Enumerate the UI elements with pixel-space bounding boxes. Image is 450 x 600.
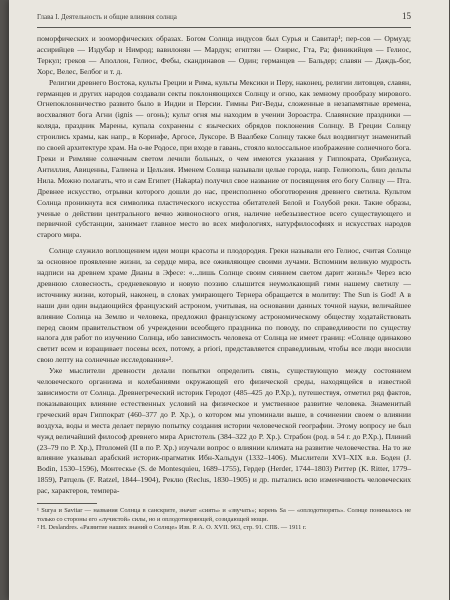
paragraph-2: Религии древнего Востока, культы Греции и Рима, культы Мексики и Перу, наконец, религии литовцев, славян, германцев и других народов создавали секты поклоняющихся Солнцу и огню, как земному прообразу мирового. Огнепоклонничество развито было в Индии и Персии. Гимны Риг-Веды, сложенные в незапамятные времена, восхваляют бога Агни (ignis — огонь); культ огня мы находим в учении Зороастра. Славянские праздники — коляда, праздник Марены, купала сохранены с языческих обрядов поклонения Солнцу. В Греции Солнцу строились храмы, как напр., в Коринфе, Аргосе, Луксоре. В Ваалбеке Солнцу также был воздвигнут знаменитый по своей архитектуре храм. На о-ве Родосе, при входе в гавань, стояло колоссальное изображение солнечного бога. Греки и Римляне солнечным светом лечили больных, о чем имеются указания у Гиппократа, Орибазиуса, Антиллия, Авиценны, Галиена и Цельзия. Именем Солнца называли целые города, напр. Гелиополь, близ дельты Нила. Можно полагать, что и сам Египет (Hakapta) получил свое название от посвящения его богу Солнцу — Пта. Древнее искусство, отрывки которого дошли до нас, преисполнено обоготворения древнего светила. Культом Солнца проникнута вся символика пластического искусства обитателей Белой и Голубой реки. Такие образы, ученые о действии центрального вечно живоносного огня, наличие небезызвестное всего существующего и первичной субстанции, занимает главное место во всех мифологиях, натурфилософиях и искусствах народов старого мира. <box>37 77 411 240</box>
page-number: 15 <box>402 11 411 21</box>
running-header <box>37 11 411 28</box>
paragraph-1: поморфических и зооморфических образах. Богом Солнца индусов был Сурья и Савитар¹; пер-сов — Ормузд; ассирийцев — Издубар и Нимрод; вавилонян — Мардук; египтян — Озирис, Гта, Ра; финикийцев — Гелиос, Теркул; греков — Аполлон, Гелиос, Фебы, скандинавов — Один; германцев — Бальдер; славян — Даждь-бог, Хорс, Велес, Белбог и т. д. <box>37 34 411 76</box>
footnotes <box>37 507 411 533</box>
footnote-divider <box>37 503 97 504</box>
footnote-1: ¹ Surya и Savitar — названия Солнца в санскрите, значат «сиять» и «звучать»; корень Sa — «оплодотворять». Солнце понималось не только со стороны его «лучистой» силы, но и оплодотворяющей, созидающей мощи. <box>37 507 411 523</box>
footnote-2: ² H. Deslandres. «Развитие наших знаний о Солнце» Изв. Р. А. О. XVII. 963, стр. 91. СПБ. — 1911 г. <box>37 524 307 532</box>
paragraph-3: Солнце служило воплощением идеи мощи красоты и плодородия. Греки называли его Гелиос, считая Солнце за основное проявление жизни, за сердце мира, все оживляющее своими лучами. Вспомним великую мудрость надписи на древнем храме Дианы в Эфесе: «...лишь Солнце своим сиянием светом дарит жизнь!» Через всю древнюю словесность, средневековую и новую поэзию слышится неумолкающий гимн нашему светилу — источнику жизни, который, наконец, в словах умирающего Тернера обращается в молитву: The Sun is God! А в наши дни один выдающийся французский астроном, учитывая, на основании данных точной науки, величайшее влияние Солнца на Землю и человека, предложил французскому астрономическому обществу ходатайствовать перед своим правительством об учреждении всеобщего праздника по поводу, по справедливости по существу налога для работ по изучению Солнца, ибо зависимость человека от Солнца не имеет границ: «Солнце одинаково светит всем и взращивает посевы всех, потому, a priori, представляется справедливым, чтобы все люди вносили свою лепту на солнечные исследования»². <box>37 246 411 365</box>
page-body <box>37 34 411 533</box>
book-page <box>9 0 449 600</box>
chapter-title: Глава I. Деятельность и общие влияния солнца <box>37 13 177 21</box>
paragraph-4: Уже мыслители древности делали попытки определить связь, существующую между состоянием человеческого организма и колебаниями окружающей его физической среды, находящейся в известной зависимости от Солнца. Древнегреческий историк Геродот (485–425 до Р.Хр.), путешествуя, отметил ряд фактов, показывающих влияние естественных условий на физическое и умственное развитие человека. Знаменитый греческий врач Гиппократ (460–377 до Р. Хр.), о котором мы упоминали выше, в сочинении своем о влиянии воздуха, воды и места делает первую попытку создания истории человеческой географии. Этому вопросу не был чужд величайший философ древнего мира Аристотель (384–322 до Р. Хр.). Страбон (род. в 54 г. до Р.Хр.), Плиний (23–79 по Р. Хр.), Птоломей (II в по Р. Хр.) изучали вопрос о влиянии климата на развитие человечества. На то же влияние указывал арабский историк-прагматик Ибн-Хальдун (1332–1406). Мыслители XVI–XIX в.в. Боден (J. Bodin, 1530–1596), Монтескье (S. de Montesquieu, 1689–1755), Гердер (Herder, 1744–1803) Риттер (K. Ritter, 1779–1859), Ратцель (F. Ratzel, 1844–1904), Реклю (Reclus, 1830–1905) и др. пытались всю изменчивость человеческих рас, характеров, темпера- <box>37 366 411 496</box>
